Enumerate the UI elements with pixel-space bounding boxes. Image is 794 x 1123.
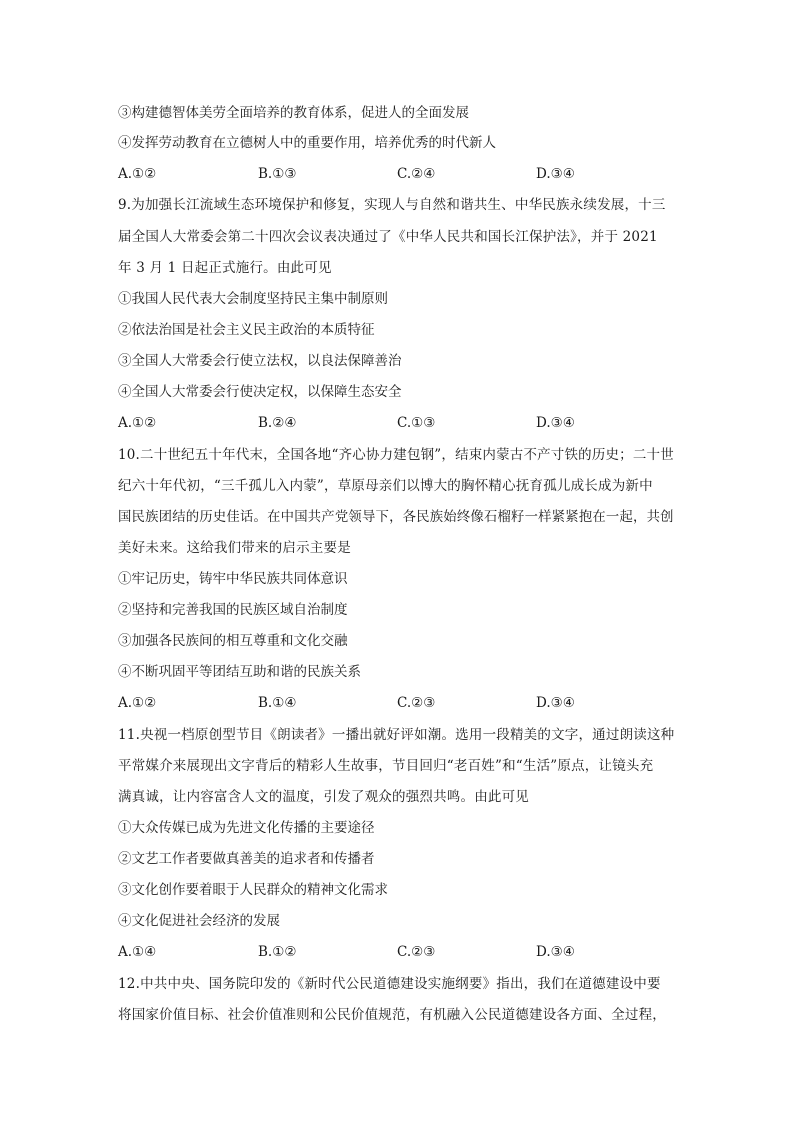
q8-item-4: ④发挥劳动教育在立德树人中的重要作用，培养优秀的时代新人 — [118, 135, 496, 151]
q9-stem-line-2: 届全国人大常委会第二十四次会议表决通过了《中华人民共和国长江保护法》，并于 2021 — [118, 229, 658, 245]
q10-stem-line-3: 国民族团结的历史佳话。在中国共产党领导下，各民族始终像石榴籽一样紧紧抱在一起，共创 — [118, 509, 674, 525]
q11-stem-line-1: 11.央视一档原创型节目《朗读者》一播出就好评如潮。选用一段精美的文字，通过朗读这种 — [118, 727, 675, 743]
q10-stem-line-4: 美好未来。这给我们带来的启示主要是 — [118, 540, 351, 556]
q11-item-2: ②文艺工作者要做真善美的追求者和传播者 — [118, 851, 375, 867]
q9-item-1: ①我国人民代表大会制度坚持民主集中制原则 — [118, 291, 388, 307]
q10-item-2: ②坚持和完善我国的民族区域自治制度 — [118, 602, 348, 618]
q11-option-c: C.②③ — [397, 944, 436, 960]
q10-stem-line-2: 纪六十年代初，“三千孤儿入内蒙”，草原母亲们以博大的胸怀精心抚育孤儿成长成为新中 — [118, 478, 653, 494]
q10-item-4: ④不断巩固平等团结互助和谐的民族关系 — [118, 664, 361, 680]
q12-stem-line-1: 12.中共中央、国务院印发的《新时代公民道德建设实施纲要》指出，我们在道德建设中要 — [118, 976, 661, 992]
q10-option-c: C.②③ — [397, 695, 436, 711]
q9-option-d: D.③④ — [536, 415, 575, 431]
q11-option-b: B.①② — [258, 944, 297, 960]
q9-option-a: A.①② — [118, 415, 157, 431]
q11-option-d: D.③④ — [536, 944, 575, 960]
q10-item-1: ①牢记历史，铸牢中华民族共同体意识 — [118, 571, 348, 587]
q8-option-b: B.①③ — [258, 166, 297, 182]
q9-option-b: B.②④ — [258, 415, 297, 431]
q9-stem-line-1: 9.为加强长江流域生态环境保护和修复，实现人与自然和谐共生、中华民族永续发展，十三 — [118, 197, 666, 213]
q11-item-3: ③文化创作要着眼于人民群众的精神文化需求 — [118, 882, 388, 898]
q11-stem-line-2: 平常媒介来展现出文字背后的精彩人生故事，节目回归“老百姓”和“生活”原点，让镜头充 — [118, 758, 654, 774]
q9-item-3: ③全国人大常委会行使立法权，以良法保障善治 — [118, 353, 402, 369]
q12-stem-line-2: 将国家价值目标、社会价值准则和公民价值规范，有机融入公民道德建设各方面、全过程， — [118, 1007, 666, 1023]
q11-item-4: ④文化促进社会经济的发展 — [118, 913, 280, 929]
q10-item-3: ③加强各民族间的相互尊重和文化交融 — [118, 633, 348, 649]
q10-option-d: D.③④ — [536, 695, 575, 711]
q11-item-1: ①大众传媒已成为先进文化传播的主要途径 — [118, 820, 375, 836]
q11-stem-line-3: 满真诚，让内容富含人文的温度，引发了观众的强烈共鸣。由此可见 — [118, 789, 529, 805]
q8-option-d: D.③④ — [536, 166, 575, 182]
q10-option-b: B.①④ — [258, 695, 297, 711]
q10-stem-line-1: 10.二十世纪五十年代末，全国各地“齐心协力建包钢”，结束内蒙古不产寸铁的历史；二十世 — [118, 447, 674, 463]
q9-item-2: ②依法治国是社会主义民主政治的本质特征 — [118, 322, 375, 338]
q9-item-4: ④全国人大常委会行使决定权，以保障生态安全 — [118, 384, 402, 400]
q10-option-a: A.①② — [118, 695, 157, 711]
q9-stem-line-3: 年 3 月 1 日起正式施行。由此可见 — [118, 260, 332, 276]
q8-option-a: A.①② — [118, 166, 157, 182]
q8-option-c: C.②④ — [397, 166, 436, 182]
q9-option-c: C.①③ — [397, 415, 436, 431]
q11-option-a: A.①④ — [118, 944, 157, 960]
q8-item-3: ③构建德智体美劳全面培养的教育体系，促进人的全面发展 — [118, 105, 469, 121]
